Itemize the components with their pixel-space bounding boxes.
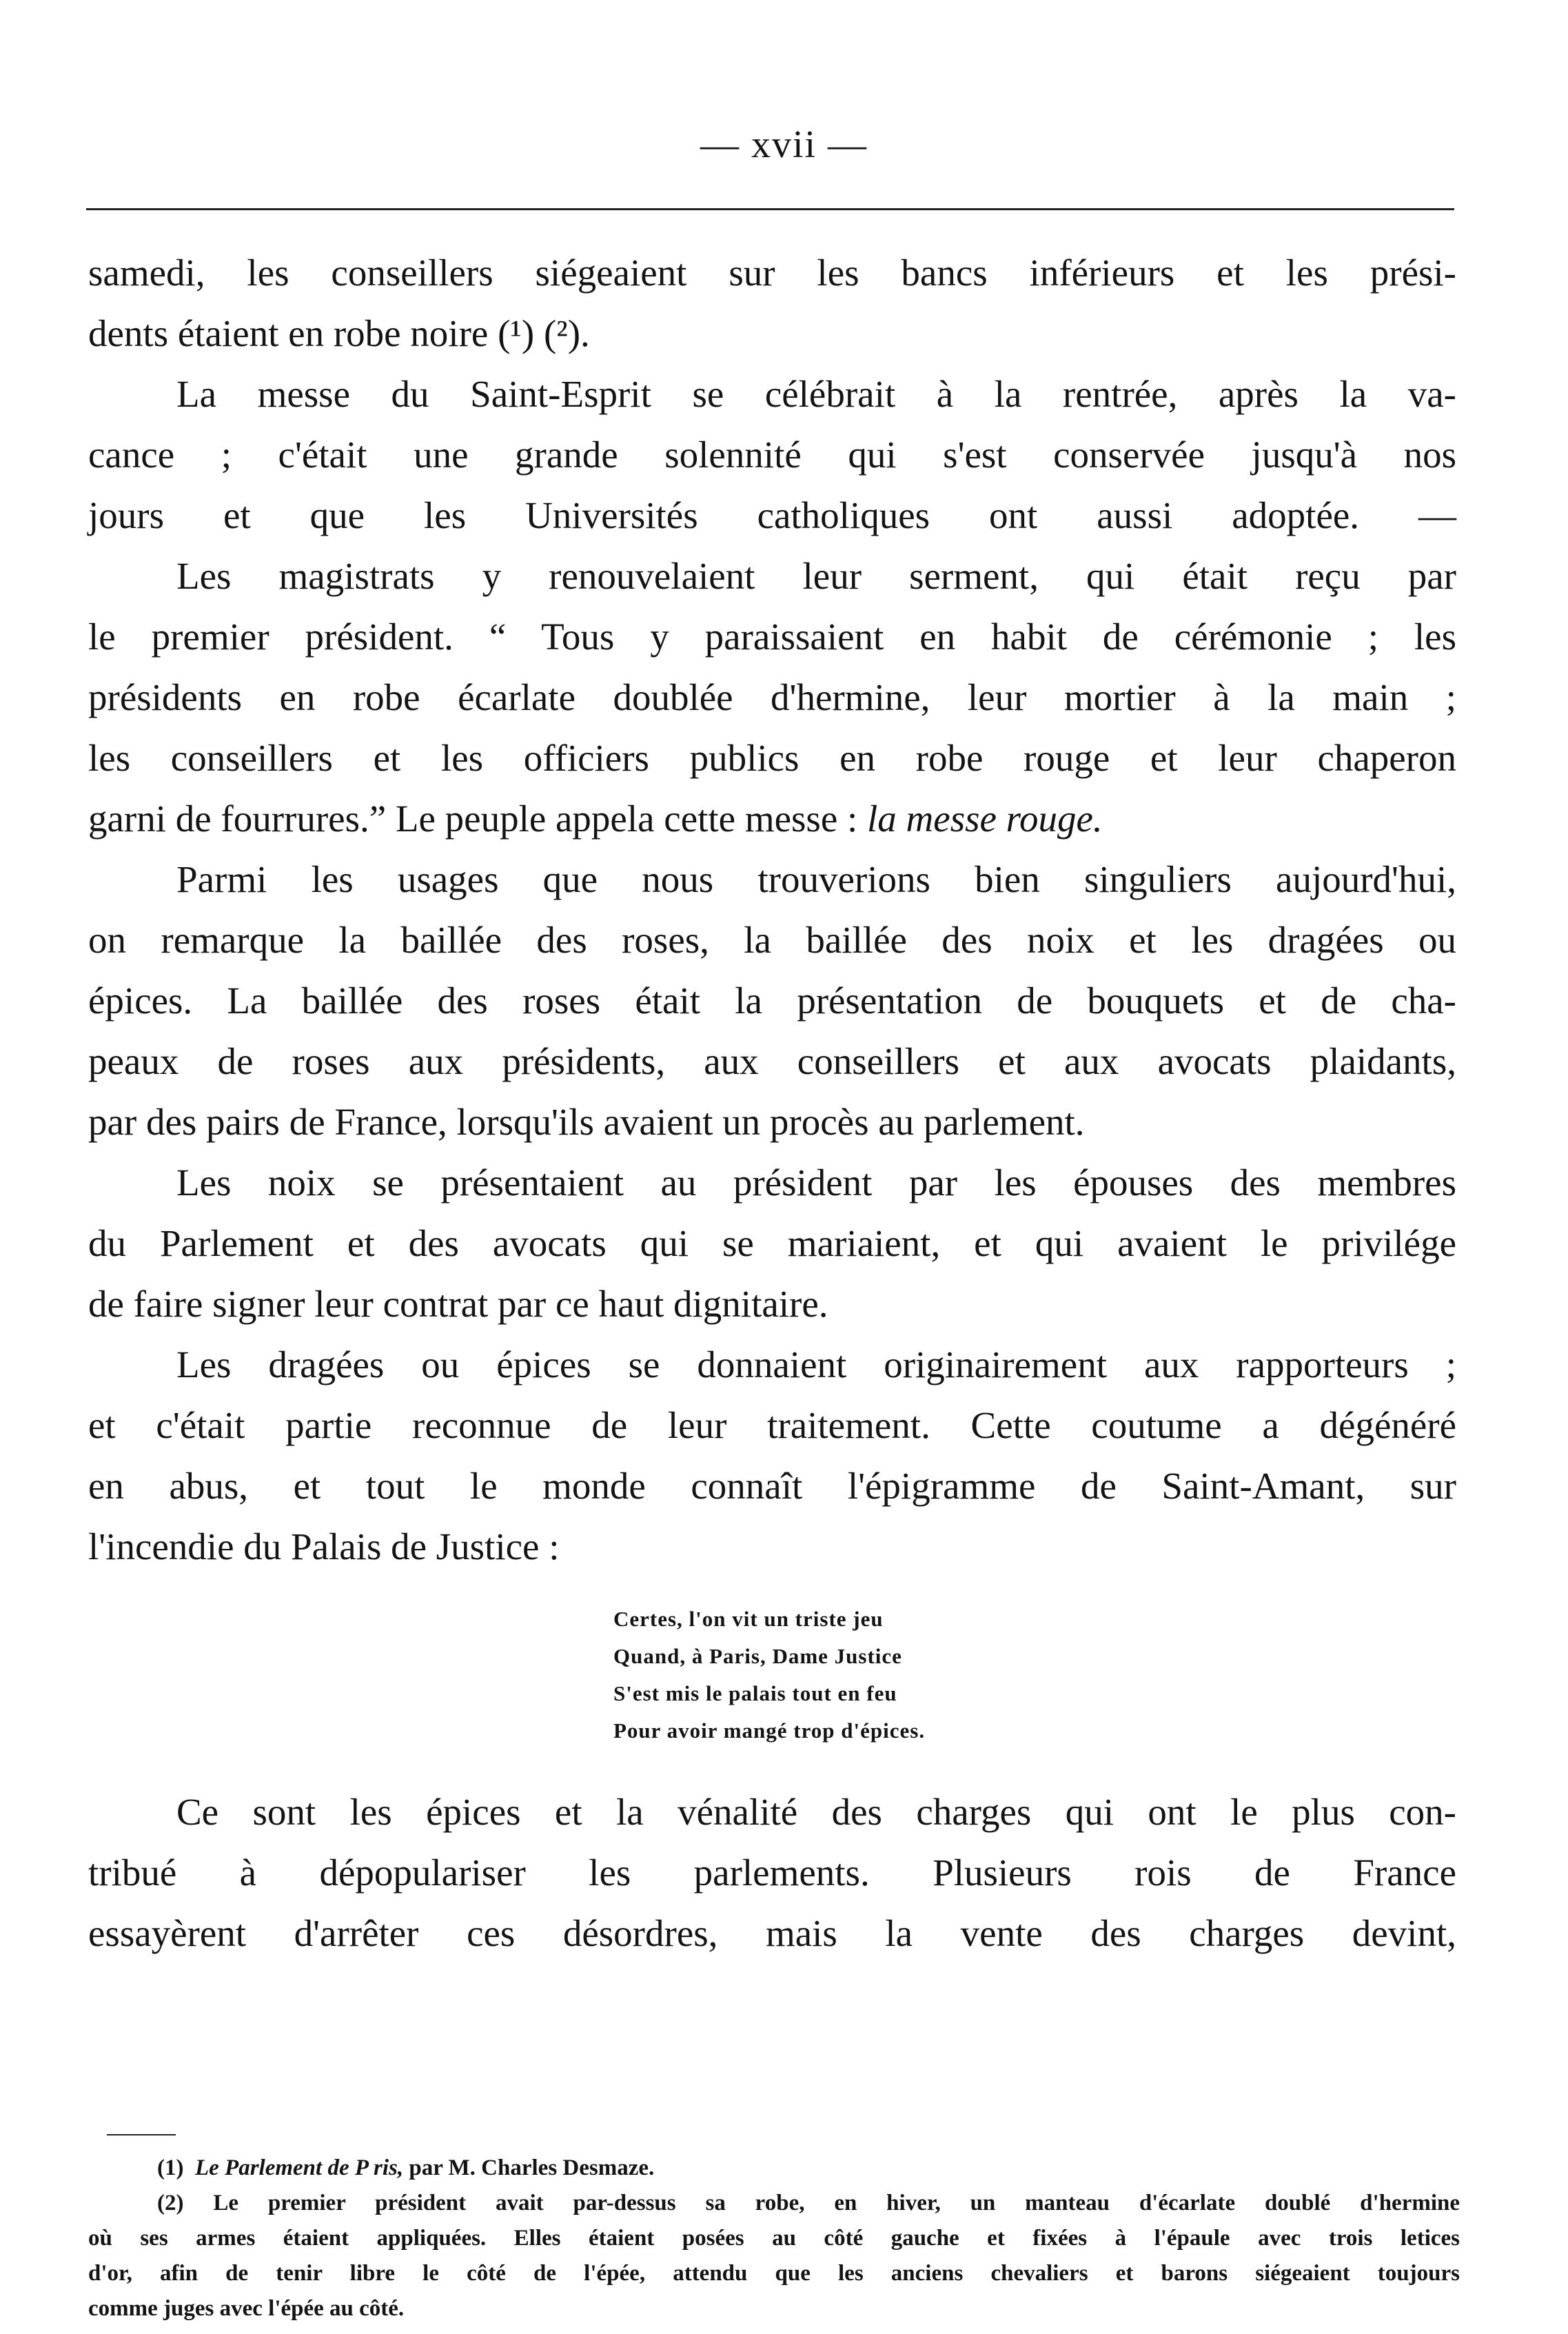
verse-line: Quand, à Paris, Dame Justice	[613, 1644, 902, 1668]
footnotes	[88, 2151, 1460, 2326]
body-text	[88, 243, 1456, 1577]
text-line: et c'était partie reconnue de leur traitement. Cette coutume a dégénéré	[88, 1404, 1456, 1446]
italic-phrase: la messe rouge.	[867, 798, 1103, 840]
text-line: par des pairs de France, lorsqu'ils avaient un procès au parlement.	[88, 1101, 1085, 1143]
text-line: en abus, et tout le monde connaît l'épigramme de Saint-Amant, sur	[88, 1465, 1456, 1507]
verse-line: S'est mis le palais tout en feu	[613, 1681, 897, 1705]
text-line: Parmi les usages que nous trouverions bien singuliers aujourd'hui,	[176, 858, 1456, 900]
text-line: jours et que les Universités catholiques ont aussi adoptée. —	[88, 494, 1456, 536]
text-line: Ce sont les épices et la vénalité des charges qui ont le plus con-	[176, 1791, 1456, 1833]
page-number: — xvii —	[700, 123, 868, 166]
text-line: Les magistrats y renouvelaient leur serment, qui était reçu par	[176, 555, 1456, 597]
paragraph-3	[88, 546, 1456, 849]
text-line: La messe du Saint-Esprit se célébrait à la rentrée, après la va-	[176, 373, 1456, 415]
text-line: Les dragées ou épices se donnaient originairement aux rapporteurs ;	[176, 1343, 1456, 1386]
footnote-2-line: d'or, afin de tenir libre le côté de l'épée, attendu que les anciens chevaliers et barons siégeaient toujours	[88, 2261, 1460, 2286]
text-line: l'incendie du Palais de Justice :	[88, 1525, 560, 1567]
text-line: samedi, les conseillers siégeaient sur les bancs inférieurs et les prési-	[88, 252, 1456, 294]
footnote-2-line: où ses armes étaient appliquées. Elles étaient posées au côté gauche et fixées à l'épaule avec trois letices	[88, 2226, 1460, 2251]
text-line: peaux de roses aux présidents, aux conseillers et aux avocats plaidants,	[88, 1040, 1456, 1082]
body-text-continued	[88, 1782, 1456, 1964]
footnote-1	[88, 2151, 1460, 2186]
text-line: présidents en robe écarlate doublée d'hermine, leur mortier à la main ;	[88, 676, 1456, 718]
header-rule	[86, 208, 1454, 210]
text-line: de faire signer leur contrat par ce haut dignitaire.	[88, 1283, 828, 1325]
paragraph-7	[88, 1782, 1456, 1964]
text-line: Les noix se présentaient au président par les épouses des membres	[176, 1161, 1456, 1204]
text-line: épices. La baillée des roses était la présentation de bouquets et de cha-	[88, 980, 1456, 1022]
verse-line: Certes, l'on vit un triste jeu	[613, 1607, 884, 1631]
paragraph-4	[88, 849, 1456, 1153]
paragraph-2	[88, 364, 1456, 546]
text-line: tribué à dépopulariser les parlements. Plusieurs rois de France	[88, 1851, 1456, 1894]
footnote-marker: (1)	[157, 2155, 184, 2180]
footnote-2-line: (2) Le premier président avait par-dessus sa robe, en hiver, un manteau d'écarlate doublé d'hermine	[157, 2191, 1460, 2215]
footnote-2-line: comme juges avec l'épée au côté.	[88, 2296, 405, 2321]
text-line	[88, 789, 1456, 849]
footnote-text: par M. Charles Desmaze.	[409, 2155, 655, 2180]
footnote-rule	[107, 2134, 176, 2135]
text-line: le premier président. “ Tous y paraissaient en habit de cérémonie ; les	[88, 616, 1456, 658]
text-line-start: garni de fourrures.” Le peuple appela cette messe :	[88, 798, 858, 840]
text-line: du Parlement et des avocats qui se mariaient, et qui avaient le privilége	[88, 1222, 1456, 1264]
text-line: cance ; c'était une grande solennité qui s'est conservée jusqu'à nos	[88, 434, 1456, 476]
text-line: essayèrent d'arrêter ces désordres, mais la vente des charges devint,	[88, 1912, 1456, 1954]
paragraph-5	[88, 1153, 1456, 1335]
text-line: on remarque la baillée des roses, la baillée des noix et les dragées ou	[88, 919, 1456, 961]
paragraph-1	[88, 243, 1456, 364]
verse-line: Pour avoir mangé trop d'épices.	[613, 1718, 926, 1743]
epigram-verse	[613, 1601, 925, 1749]
text-line: dents étaient en robe noire (¹) (²).	[88, 312, 590, 354]
footnote-title: Le Parlement de P ris,	[194, 2155, 404, 2180]
paragraph-6	[88, 1335, 1456, 1577]
text-line: les conseillers et les officiers publics en robe rouge et leur chaperon	[88, 737, 1456, 779]
